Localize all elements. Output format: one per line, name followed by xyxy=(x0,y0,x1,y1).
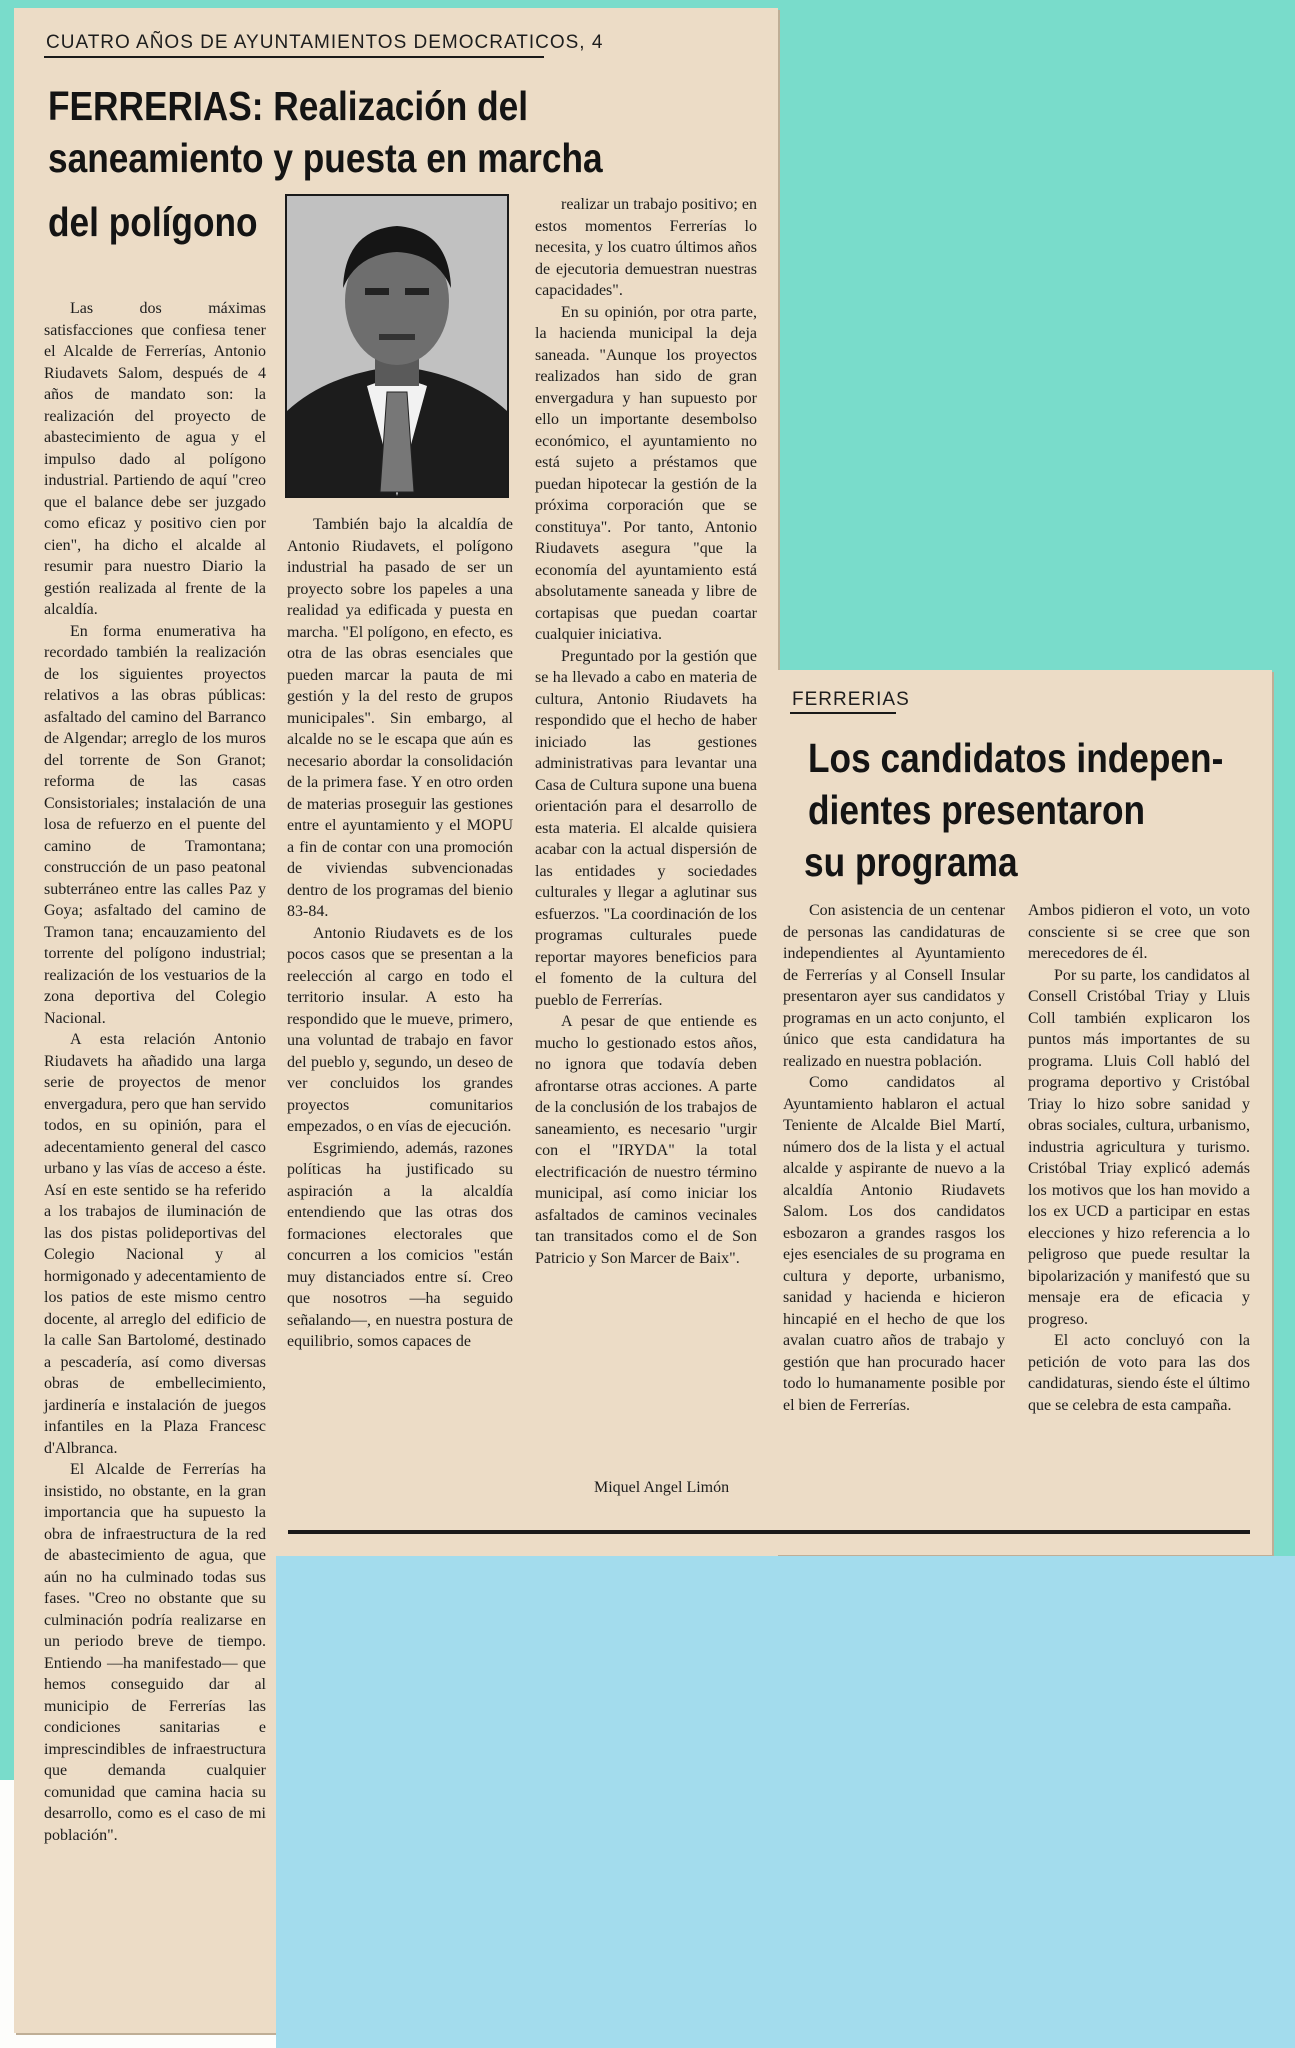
portrait-image xyxy=(287,196,507,496)
article1-column-1 xyxy=(44,298,266,1846)
headline2-line-2: dientes presentaron xyxy=(808,787,1146,833)
headline-line-3: del polígono xyxy=(48,199,258,245)
paragraph: También bajo la alcaldía de Antonio Riudavets, el polígono industrial ha pasado de ser un proyecto sobre los papeles a una realidad ya edificada y puesta en marcha. "El polígono, en efecto, es otra de las obras esenciales que pueden marcar la pauta de mi gestión y la del resto de grupos municipales". Sin embargo, al alcalde no se le escapa que aún es necesario abordar la consolidación de la primera fase. Y en otro orden de materias proseguir las gestiones entre el ayuntamiento y el MOPU a fin de contar con una promoción de viviendas subvencionadas dentro de los programas del bienio 83-84. xyxy=(287,516,513,920)
kicker-rule-2 xyxy=(790,712,896,714)
mayor-portrait xyxy=(285,194,509,498)
section-kicker: CUATRO AÑOS DE AYUNTAMIENTOS DEMOCRATICOS, 4 xyxy=(46,32,604,53)
paragraph: En forma enumerativa ha recordado también la realización de los siguientes proyectos relativos a las obras públicas: asfaltado del camino del Barranco de Algendar; arreglo de los muros del torrente de Son Granot; reforma de las casas Consistoriales; instalación de una losa de refuerzo en el puente del camino de Tramontana; construcción de un paso peatonal subterráneo entre las calles Paz y Goya; asfaltado del camino de Tramon tana; encauzamiento del torrente del polígono industrial; realización de los vestuarios de la zona deportiva del Colegio Nacional. xyxy=(44,622,266,1027)
kicker-rule xyxy=(44,56,544,58)
byline: Miquel Angel Limón xyxy=(594,1479,730,1496)
headline-line-1: FERRERIAS: Realización del xyxy=(48,83,529,129)
paragraph: A pesar de que entiende es mucho lo gestionado estos años, no ignora que todavía deben afrontarse otras acciones. A parte de la conclusión de los trabajos de saneamiento, es necesario "urgir con el "IRYDA" la total electrificación de nuestro término municipal, así como iniciar los asfaltados de caminos vecinales tan transitados como el de Son Patricio y Son Marcer de Baix". xyxy=(535,1013,757,1267)
paragraph: El acto concluyó con la petición de voto para las dos candidaturas, siendo éste el último que se celebra de esta campaña. xyxy=(1028,1332,1250,1414)
paragraph: Ambos pidieron el voto, un voto consciente si se cree que son merecedores de él. xyxy=(1028,902,1250,962)
blank-panel xyxy=(276,1556,1295,2048)
paragraph: Antonio Riudavets es de los pocos casos que se presentan a la reelección al cargo en todo el territorio insular. A esto ha respondido que le mueve, primero, una voluntad de trabajo en favor del pueblo y, segundo, un deseo de ver concluidos los grandes proyectos comunitarios empezados, o en vías de ejecución. xyxy=(287,924,513,1135)
paragraph: A esta relación Antonio Riudavets ha añadido una larga serie de proyectos de menor envergadura, pero que han servido todos, en su opinión, para el adecentamiento general del casco urbano y las vías de acceso a éste. Así en este sentido se ha referido a los trabajos de iluminación de las dos pistas polideportivas del Colegio Nacional y al hormigonado y adecentamiento de los patios de este mismo centro docente, al arreglo del edificio de la calle San Bartolomé, destinado a pescadería, así como diversas obras de embellecimiento, jardinería e instalación de juegos infantiles en la Plaza Francesc d'Albranca. xyxy=(44,1031,266,1457)
paragraph: Esgrimiendo, además, razones políticas ha justificado su aspiración a la alcaldía entendiendo que las otras dos formaciones electorales que concurren a los comicios "están muy distanciados entre sí. Creo que nosotros —ha seguido señalando—, en nuestra postura de equilibrio, somos capaces de xyxy=(287,1139,513,1350)
page-bottom-rule xyxy=(288,1530,1250,1534)
paragraph: Las dos máximas satisfacciones que confiesa tener el Alcalde de Ferrerías, Antonio Riudavets Salom, después de 4 años de mandato son: la realización del proyecto de abastecimiento de agua y el impulso dado al polígono industrial. Partiendo de aquí "creo que el balance debe ser juzgado como eficaz y positivo cien por cien", ha dicho el alcalde al resumir para nuestro Diario la gestión realizada al frente de la alcaldía. xyxy=(44,300,266,618)
paragraph: En su opinión, por otra parte, la hacienda municipal la deja saneada. "Aunque los proyectos realizados han sido de gran envergadura y han supuesto por ello un importante desembolso económico, el ayuntamiento no está sujeto a préstamos que puedan hipotecar la gestión de la próxima corporación que se constituya". Por tanto, Antonio Riudavets asegura "que la economía del ayuntamiento está absolutamente saneada y libre de cortapisas que puedan coartar cualquier iniciativa. xyxy=(535,303,757,643)
paragraph: Preguntado por la gestión que se ha llevado a cabo en materia de cultura, Antonio Riudavets ha respondido que el hecho de haber iniciado las gestiones administrativas para levantar una Casa de Cultura supone una buena orientación para el desarrollo de esta materia. El alcalde quisiera acabar con la actual dispersión de las entidades y sociedades culturales y llegar a aglutinar sus esfuerzos. "La coordinación de los programas culturales puede reportar mayores beneficios para el fomento de la cultura del pueblo de Ferrerías. xyxy=(535,647,757,1009)
paragraph: realizar un trabajo positivo; en estos momentos Ferrerías lo necesita, y los cuatro últimos años de ejecutoria demuestran nuestras capacidades". xyxy=(535,196,757,299)
paragraph: Como candidatos al Ayuntamiento hablaron el actual Teniente de Alcalde Biel Martí, número dos de la lista y el actual alcalde y aspirante de nuevo a la alcaldía Antonio Riudavets Salom. Los dos candidatos esbozaron a grandes rasgos los ejes esenciales de su programa en cultura y deporte, urbanismo, sanidad y hacienda e hicieron hincapié en el hecho de que los avalan cuatro años de trabajo y gestión que han procurado hacer todo lo humanamente posible por el bien de Ferrerías. xyxy=(783,1074,1005,1414)
paragraph: Con asistencia de un centenar de personas las candidaturas de independientes al Ayuntamiento de Ferrerías y al Consell Insular presentaron ayer sus candidatos y programas en un acto conjunto, el único que esta candidatura ha realizado en nuestra población. xyxy=(783,902,1005,1070)
paragraph: Por su parte, los candidatos al Consell Cristóbal Triay y Lluis Coll también explicaron los puntos más importantes de su programa. Lluis Coll habló del programa deportivo y Cristóbal Triay lo hizo sobre sanidad y obras sociales, cultura, urbanismo, industria agricultura y turismo. Cristóbal Triay explicó además los motivos que los han movido a los ex UCD a participar en estas elecciones y hizo referencia a lo peligroso que puede resultar la bipolarización y manifestó que su mensaje era de eficacia y progreso. xyxy=(1028,966,1250,1328)
article1-column-2 xyxy=(287,514,513,1353)
article1-column-3 xyxy=(535,194,757,1269)
article2-column-1 xyxy=(783,900,1005,1416)
headline-line-2: saneamiento y puesta en marcha xyxy=(48,135,603,181)
headline2-line-1: Los candidatos indepen- xyxy=(808,735,1224,781)
headline2-line-3: su programa xyxy=(804,839,1018,885)
section-kicker-2: FERRERIAS xyxy=(792,689,910,710)
paragraph: El Alcalde de Ferrerías ha insistido, no obstante, en la gran importancia que ha supuesto la obra de infraestructura de la red de abastecimiento de agua, que aún no ha culminado todas sus fases. "Creo no obstante que su culminación podría realizarse en un periodo breve de tiempo. Entiendo —ha manifestado— que hemos conseguido dar al municipio de Ferrerías las condiciones sanitarias e imprescindibles de infraestructura que demanda cualquier comunidad que camina hacia su desarrollo, como es el caso de mi población". xyxy=(44,1461,266,1844)
article2-column-2 xyxy=(1028,900,1250,1416)
